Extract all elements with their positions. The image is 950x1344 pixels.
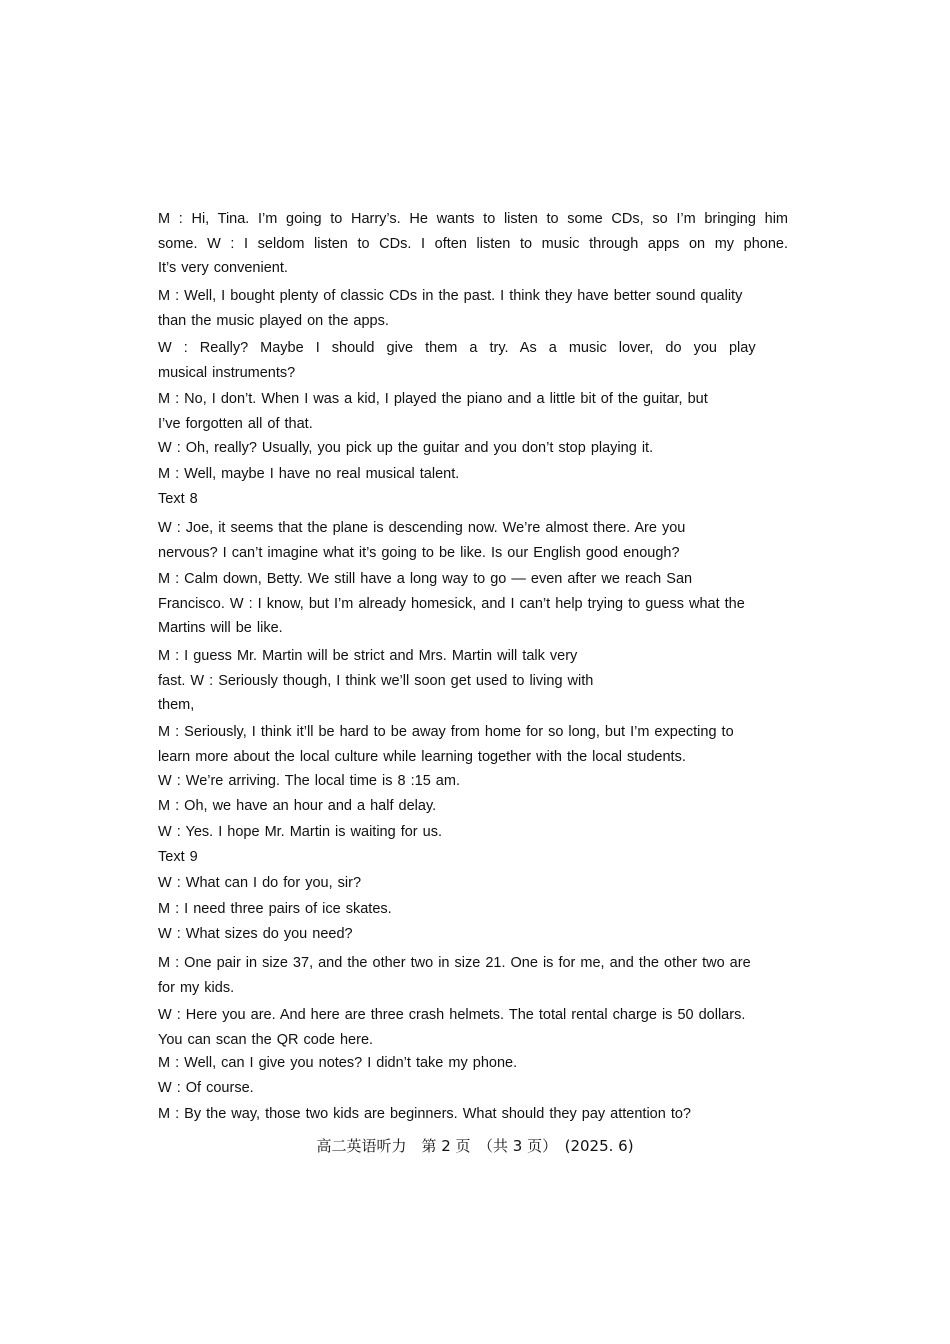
transcript-line: M : Oh, we have an hour and a half delay. (158, 798, 437, 814)
transcript-line: them, (158, 697, 195, 713)
transcript-line: W : Really? Maybe I should give them a try. As a music lover, do you play (158, 340, 756, 356)
transcript-line: W : Oh, really? Usually, you pick up the guitar and you don’t stop playing it. (158, 440, 654, 456)
transcript-line: W : We’re arriving. The local time is 8 :15 am. (158, 773, 460, 789)
transcript-line: than the music played on the apps. (158, 313, 389, 329)
transcript-line: some. W : I seldom listen to CDs. I often listen to music through apps on my phone. (158, 236, 788, 252)
transcript-line: M : No, I don’t. When I was a kid, I played the piano and a little bit of the guitar, but (158, 391, 708, 407)
transcript-line: for my kids. (158, 980, 235, 996)
transcript-line: fast. W : Seriously though, I think we’ll soon get used to living with (158, 673, 594, 689)
page-footer: 高二英语听力 第 2 页 （共 3 页） (2025. 6) (316, 1137, 634, 1155)
transcript-line: musical instruments? (158, 365, 296, 381)
transcript-line: M : Calm down, Betty. We still have a long way to go — even after we reach San (158, 571, 693, 587)
section-heading-text-8: Text 8 (158, 491, 198, 507)
transcript-line: W : Here you are. And here are three crash helmets. The total rental charge is 50 dollars. (158, 1007, 746, 1023)
transcript-line: Martins will be like. (158, 620, 283, 636)
transcript-line: M : By the way, those two kids are beginners. What should they pay attention to? (158, 1106, 691, 1122)
transcript-line: Francisco. W : I know, but I’m already homesick, and I can’t help trying to guess what the (158, 596, 745, 612)
transcript-line: W : What sizes do you need? (158, 926, 353, 942)
transcript-line: It’s very convenient. (158, 260, 288, 276)
transcript-line: M : One pair in size 37, and the other two in size 21. One is for me, and the other two are (158, 955, 751, 971)
section-heading-text-9: Text 9 (158, 849, 198, 865)
transcript-line: W : Joe, it seems that the plane is descending now. We’re almost there. Are you (158, 520, 686, 536)
transcript-line: W : Of course. (158, 1080, 254, 1096)
transcript-line: M : I need three pairs of ice skates. (158, 901, 392, 917)
transcript-line: M : Well, I bought plenty of classic CDs in the past. I think they have better sound quality (158, 288, 743, 304)
transcript-line: W : What can I do for you, sir? (158, 875, 362, 891)
transcript-line: You can scan the QR code here. (158, 1032, 374, 1048)
transcript-line: M : Well, maybe I have no real musical talent. (158, 466, 460, 482)
transcript-line: learn more about the local culture while learning together with the local students. (158, 749, 686, 765)
transcript-line: nervous? I can’t imagine what it’s going to be like. Is our English good enough? (158, 545, 680, 561)
transcript-line: M : I guess Mr. Martin will be strict and Mrs. Martin will talk very (158, 648, 578, 664)
transcript-line: M : Seriously, I think it’ll be hard to be away from home for so long, but I’m expecting to (158, 724, 734, 740)
transcript-line: W : Yes. I hope Mr. Martin is waiting for us. (158, 824, 442, 840)
transcript-line: M : Well, can I give you notes? I didn’t take my phone. (158, 1055, 518, 1071)
transcript-line: I’ve forgotten all of that. (158, 416, 313, 432)
transcript-line: M : Hi, Tina. I’m going to Harry’s. He wants to listen to some CDs, so I’m bringing him (158, 211, 788, 227)
